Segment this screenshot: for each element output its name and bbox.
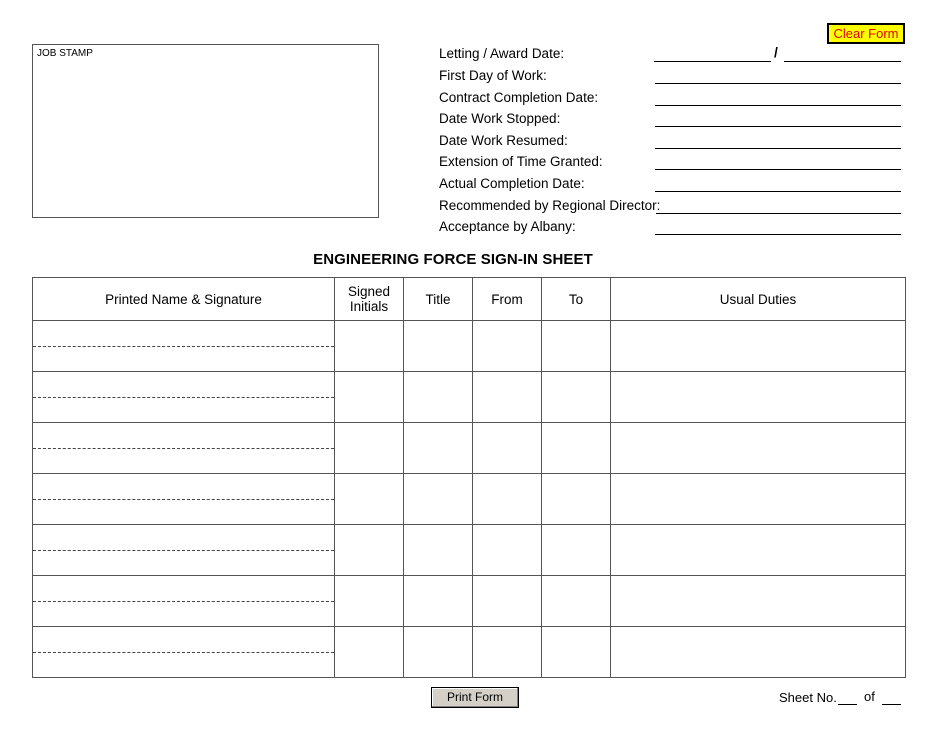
first-day-of-work-label: First Day of Work:	[439, 68, 547, 83]
print-form-button[interactable]: Print Form	[431, 687, 519, 708]
acceptance-by-albany-label: Acceptance by Albany:	[439, 219, 576, 234]
job-stamp-box[interactable]	[32, 44, 379, 218]
column-header-from	[473, 278, 542, 321]
column-header-label: Usual Duties	[719, 291, 797, 307]
column-header-name-signature	[33, 278, 335, 321]
table-row	[33, 576, 906, 627]
table-row	[33, 474, 906, 525]
from-cell[interactable]	[473, 525, 542, 576]
extension-of-time-label: Extension of Time Granted:	[439, 154, 603, 169]
acceptance-by-albany-field[interactable]	[655, 216, 901, 235]
contract-completion-date-row	[439, 88, 901, 108]
extension-of-time-row	[439, 152, 901, 172]
award-date-field[interactable]	[784, 43, 901, 62]
column-header-title	[404, 278, 473, 321]
name-signature-cell[interactable]	[33, 525, 335, 576]
acceptance-by-albany-row	[439, 217, 901, 237]
date-work-stopped-field[interactable]	[655, 108, 901, 127]
date-work-resumed-row	[439, 131, 901, 151]
usual-duties-cell[interactable]	[611, 525, 906, 576]
column-header-label: Signed	[347, 284, 391, 299]
first-day-of-work-row	[439, 66, 901, 86]
usual-duties-cell[interactable]	[611, 474, 906, 525]
from-cell[interactable]	[473, 372, 542, 423]
to-cell[interactable]	[542, 372, 611, 423]
actual-completion-date-row	[439, 174, 901, 194]
usual-duties-cell[interactable]	[611, 627, 906, 678]
date-work-resumed-field[interactable]	[655, 130, 901, 149]
name-signature-divider	[33, 448, 334, 449]
from-cell[interactable]	[473, 576, 542, 627]
clear-form-button[interactable]: Clear Form	[827, 23, 905, 44]
extension-of-time-field[interactable]	[655, 151, 901, 170]
to-cell[interactable]	[542, 474, 611, 525]
title-cell[interactable]	[404, 525, 473, 576]
date-work-resumed-label: Date Work Resumed:	[439, 133, 568, 148]
column-header-label: To	[568, 291, 584, 307]
title-cell[interactable]	[404, 372, 473, 423]
name-signature-cell[interactable]	[33, 423, 335, 474]
from-cell[interactable]	[473, 321, 542, 372]
table-row	[33, 423, 906, 474]
from-cell[interactable]	[473, 423, 542, 474]
column-header-signed-initials	[335, 278, 404, 321]
contract-completion-date-label: Contract Completion Date:	[439, 90, 599, 105]
name-signature-divider	[33, 652, 334, 653]
letting-date-field[interactable]	[654, 43, 771, 62]
date-work-stopped-label: Date Work Stopped:	[439, 111, 561, 126]
actual-completion-date-field[interactable]	[655, 173, 901, 192]
name-signature-cell[interactable]	[33, 627, 335, 678]
to-cell[interactable]	[542, 627, 611, 678]
signed-initials-cell[interactable]	[335, 627, 404, 678]
column-header-to	[542, 278, 611, 321]
signed-initials-cell[interactable]	[335, 576, 404, 627]
date-separator: /	[774, 44, 778, 60]
column-header-label: From	[491, 291, 523, 307]
name-signature-divider	[33, 601, 334, 602]
job-stamp-label: JOB STAMP	[37, 48, 93, 59]
date-work-stopped-row	[439, 109, 901, 129]
page-title: ENGINEERING FORCE SIGN-IN SHEET	[313, 251, 593, 268]
usual-duties-cell[interactable]	[611, 372, 906, 423]
to-cell[interactable]	[542, 576, 611, 627]
usual-duties-cell[interactable]	[611, 423, 906, 474]
signed-initials-cell[interactable]	[335, 372, 404, 423]
letting-award-date-label: Letting / Award Date:	[439, 46, 565, 61]
name-signature-cell[interactable]	[33, 576, 335, 627]
usual-duties-cell[interactable]	[611, 321, 906, 372]
to-cell[interactable]	[542, 321, 611, 372]
column-header-label: Printed Name & Signature	[105, 291, 262, 307]
name-signature-divider	[33, 346, 334, 347]
title-cell[interactable]	[404, 321, 473, 372]
signed-initials-cell[interactable]	[335, 474, 404, 525]
title-cell[interactable]	[404, 474, 473, 525]
sheet-total-field[interactable]	[882, 690, 901, 705]
to-cell[interactable]	[542, 525, 611, 576]
name-signature-cell[interactable]	[33, 372, 335, 423]
table-row	[33, 627, 906, 678]
usual-duties-cell[interactable]	[611, 576, 906, 627]
table-header-row	[33, 278, 906, 321]
from-cell[interactable]	[473, 474, 542, 525]
table-row	[33, 372, 906, 423]
name-signature-divider	[33, 397, 334, 398]
table-row	[33, 525, 906, 576]
sheet-of-label: of	[864, 689, 875, 704]
table-row	[33, 321, 906, 372]
to-cell[interactable]	[542, 423, 611, 474]
column-header-label: Initials	[349, 299, 389, 314]
from-cell[interactable]	[473, 627, 542, 678]
letting-award-date-row	[439, 44, 901, 64]
signed-initials-cell[interactable]	[335, 423, 404, 474]
sign-in-table	[32, 277, 906, 678]
column-header-label: Title	[425, 291, 451, 307]
name-signature-cell[interactable]	[33, 474, 335, 525]
sheet-number-field[interactable]	[838, 690, 857, 705]
title-cell[interactable]	[404, 576, 473, 627]
recommended-by-director-field[interactable]	[656, 195, 901, 214]
actual-completion-date-label: Actual Completion Date:	[439, 176, 585, 191]
title-cell[interactable]	[404, 627, 473, 678]
signed-initials-cell[interactable]	[335, 321, 404, 372]
first-day-of-work-field[interactable]	[655, 65, 901, 84]
name-signature-divider	[33, 550, 334, 551]
name-signature-divider	[33, 499, 334, 500]
title-cell[interactable]	[404, 423, 473, 474]
sheet-number-label: Sheet No.	[779, 690, 837, 705]
recommended-by-director-row	[439, 196, 901, 216]
recommended-by-director-label: Recommended by Regional Director:	[439, 198, 661, 213]
column-header-usual-duties	[611, 278, 906, 321]
name-signature-cell[interactable]	[33, 321, 335, 372]
contract-completion-date-field[interactable]	[655, 87, 901, 106]
signed-initials-cell[interactable]	[335, 525, 404, 576]
